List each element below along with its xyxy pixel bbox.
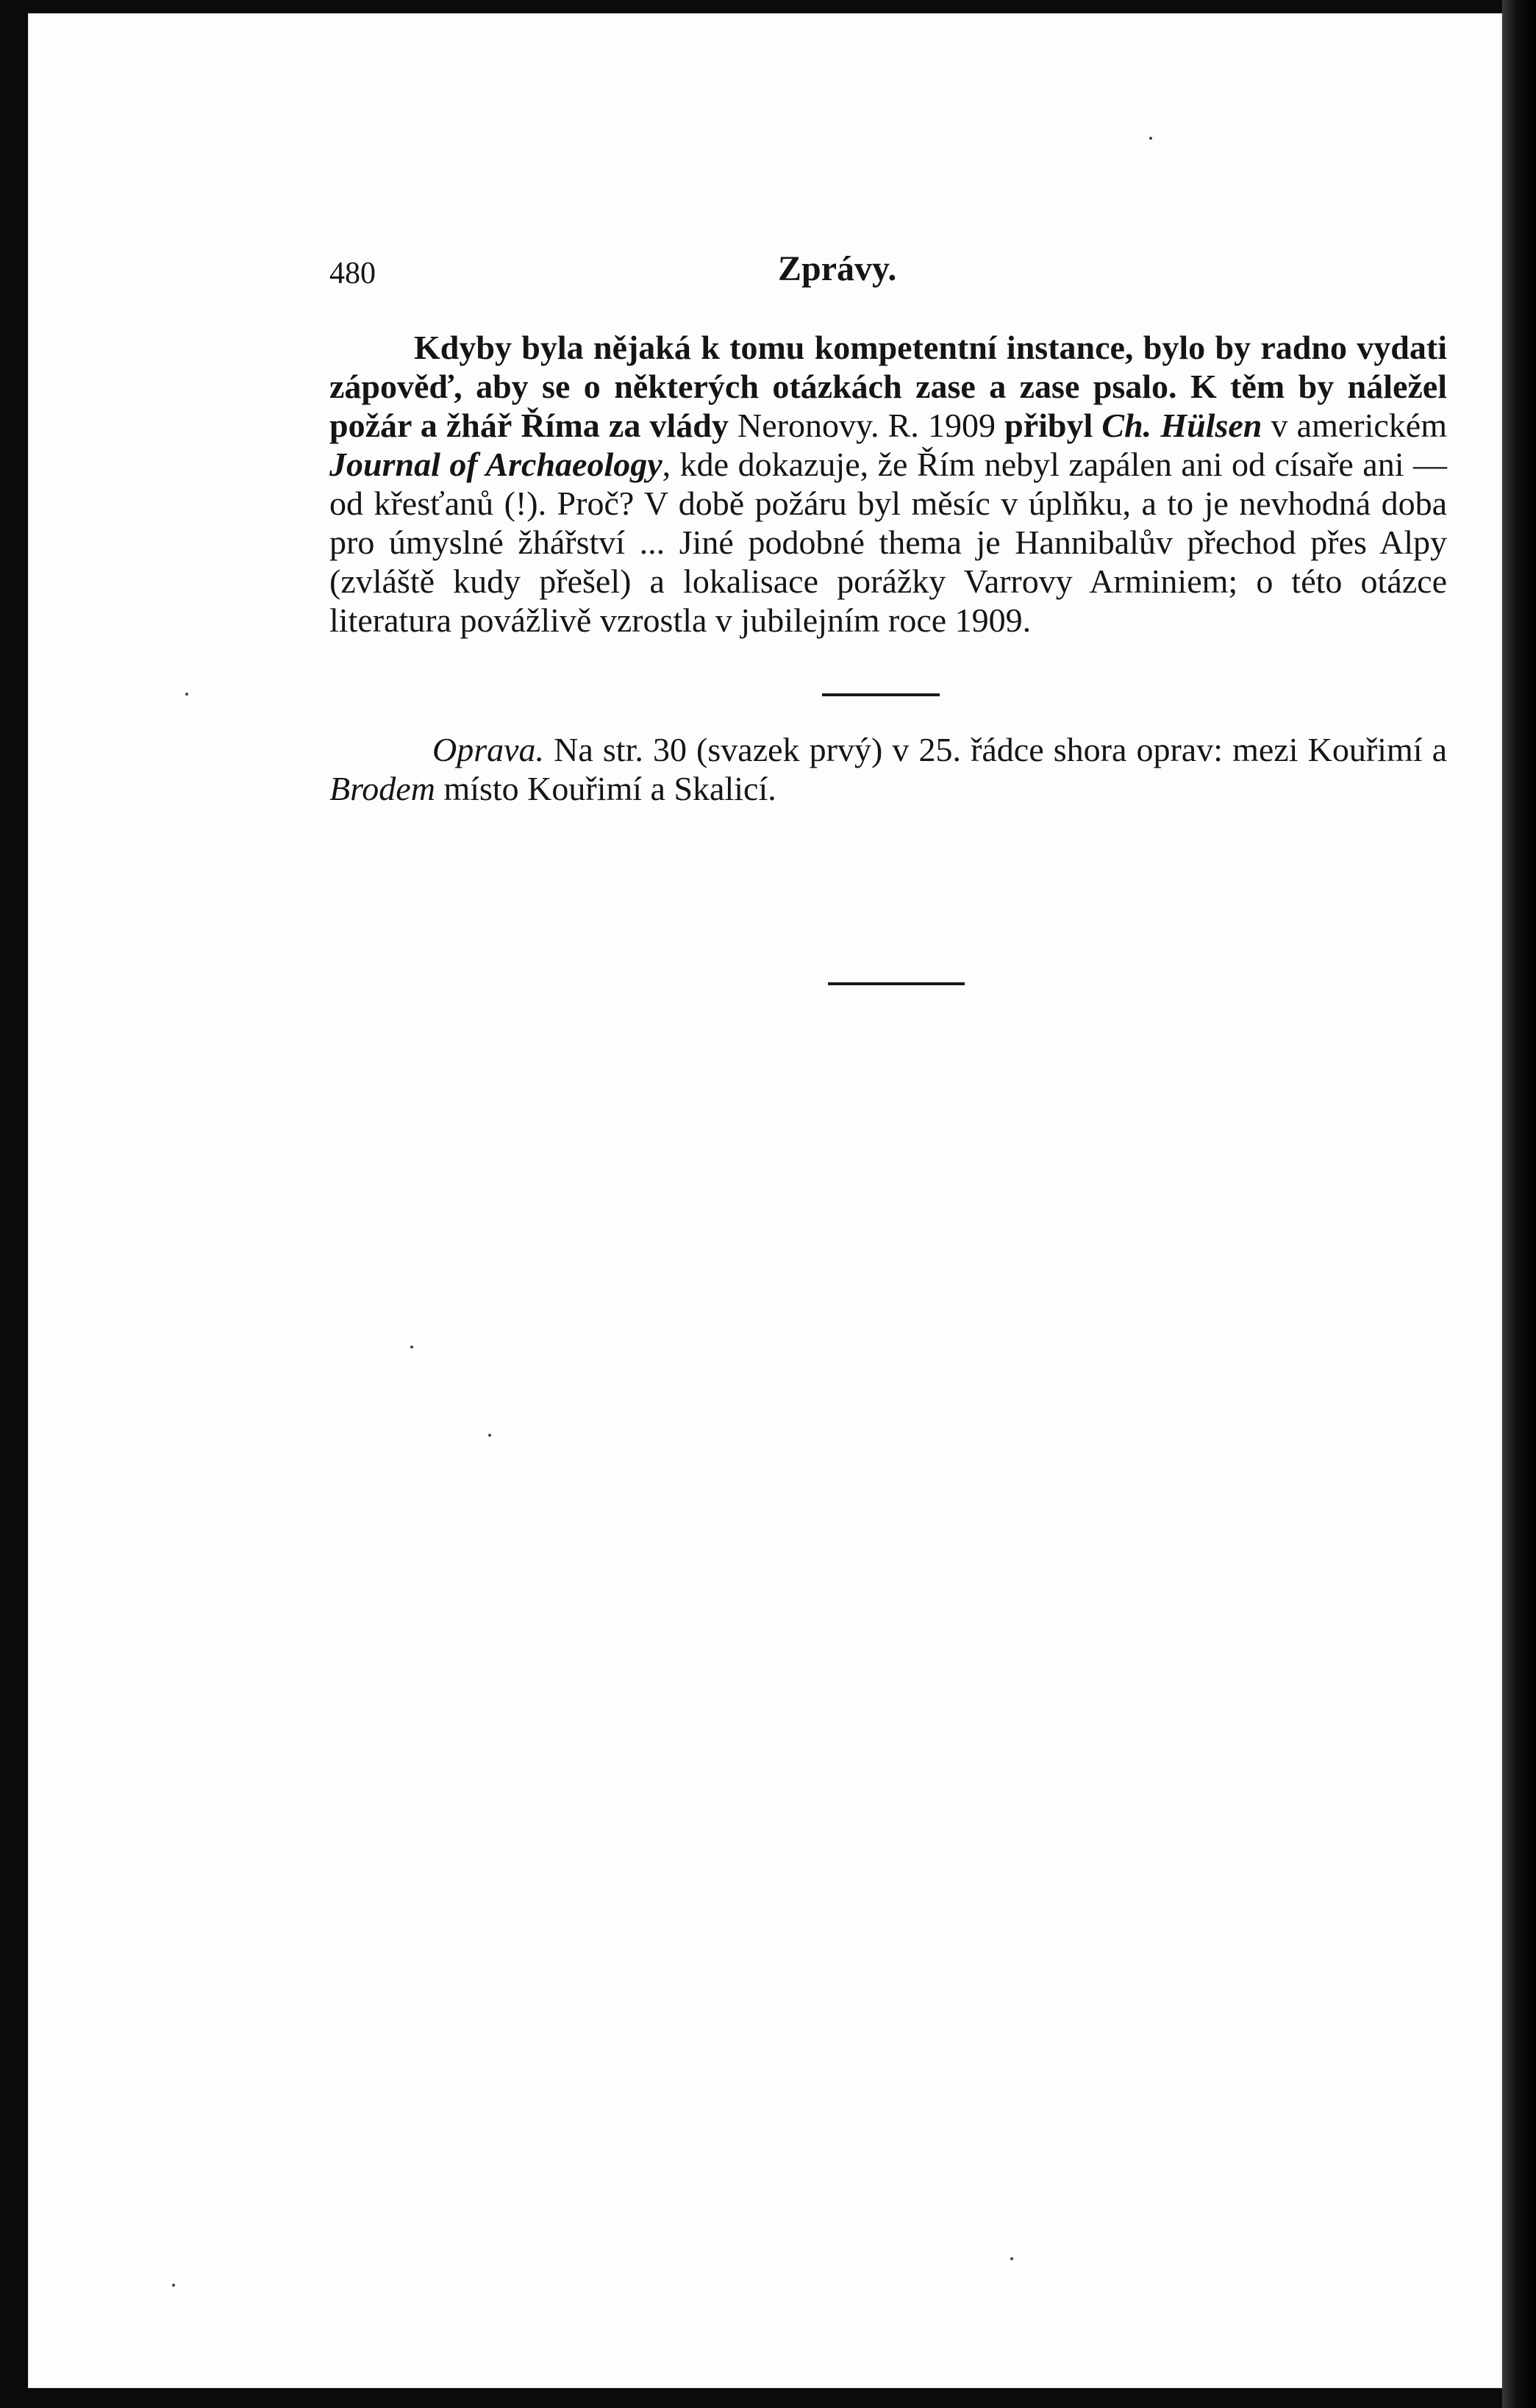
main-text-part-3: přibyl: [1004, 407, 1102, 444]
section-divider: [822, 693, 940, 696]
main-text-part-7: , kde dokazuje, že Řím nebyl zapálen ani od císaře ani — od křesťanů (!). Proč? V době požáru byl měsíc v úplňku, a to je nevhodná doba pro úmyslné žhářství ... Jiné podobné thema je Hannibalův přechod přes Alpy (zvláště kudy přešel) a lokalisace porážky Varrovy Arminiem; o této otázce literatura povážlivě vzrostla v jubilejním roce 1909.: [329, 446, 1448, 639]
scan-speck: [1149, 137, 1152, 140]
running-title: Zprávy.: [778, 249, 897, 288]
main-paragraph: [329, 328, 1447, 640]
page-number: 480: [329, 257, 376, 290]
correction-paragraph: [329, 730, 1447, 808]
scan-speck: [410, 1346, 413, 1348]
book-page: [28, 13, 1502, 2388]
scan-speck: [172, 2284, 175, 2287]
journal-title: Journal of Archaeology: [329, 446, 662, 483]
main-text-part-1: Kdyby byla nějaká k tomu kompetentní instance, bylo by radno vydati zápověď, aby se o některých otázkách zase a zase psalo. K těm by náležel požár a žhář Říma za vlády: [329, 329, 1447, 444]
scan-speck: [185, 693, 188, 696]
correction-text-2: místo Kouřimí a Skalicí.: [435, 770, 776, 807]
page-header: [28, 249, 1502, 293]
correction-text-1: Na str. 30 (svazek prvý) v 25. řádce shora oprav: mezi Kouřimí a: [544, 731, 1447, 768]
main-text-part-2: Neronovy. R. 1909: [737, 407, 1005, 444]
scan-speck: [488, 1434, 491, 1437]
correction-place: Brodem: [329, 770, 435, 807]
author-name: Ch. Hülsen: [1101, 407, 1262, 444]
correction-label: Oprava.: [432, 731, 545, 768]
main-text-part-5: v americkém: [1262, 407, 1448, 444]
scan-border: [1502, 0, 1536, 2408]
end-divider: [828, 982, 965, 985]
scan-speck: [1010, 2257, 1013, 2260]
